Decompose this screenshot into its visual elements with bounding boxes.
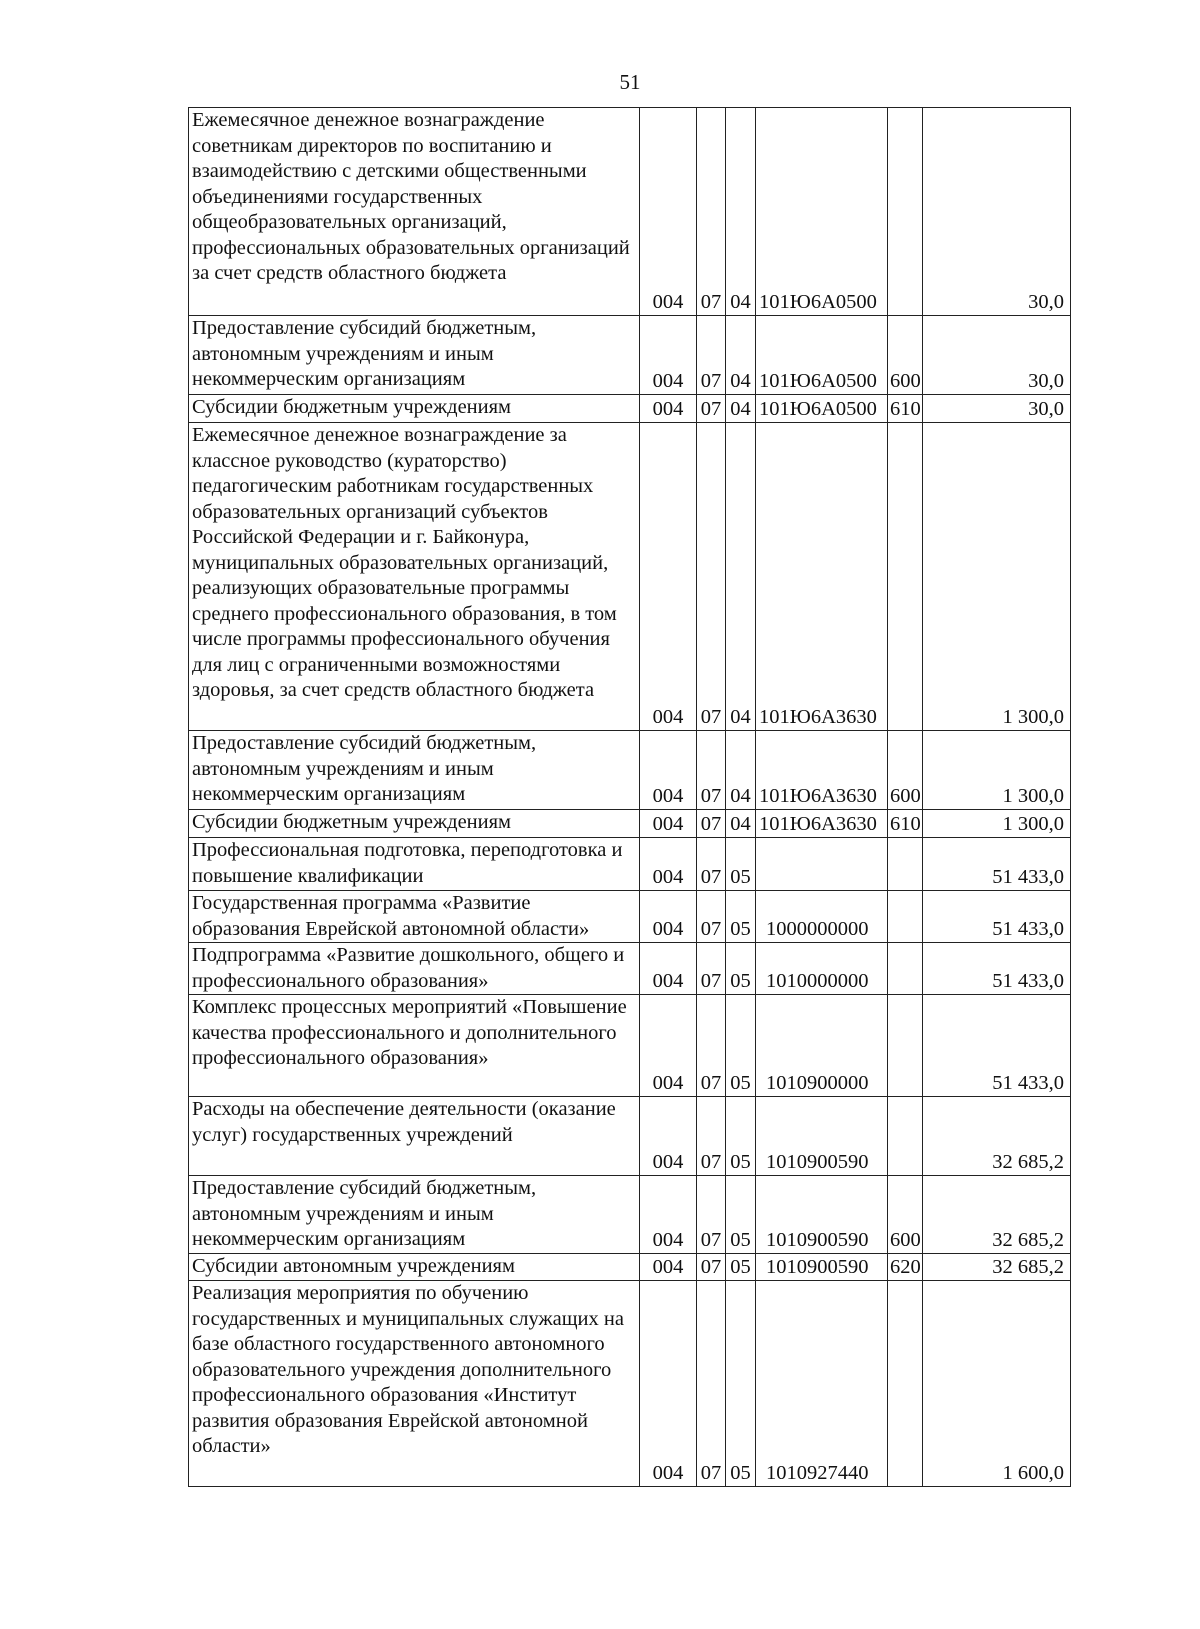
table-row — [189, 1176, 1071, 1254]
grbs-code: 004 — [640, 1176, 697, 1254]
budget-table — [188, 107, 1071, 1487]
row-name: Предоставление субсидий бюджетным, автономным учреждениям и иным некоммерческим организациям — [189, 731, 640, 810]
amount: 32 685,2 — [923, 1176, 1071, 1254]
row-name: Государственная программа «Развитие образования Еврейской автономной области» — [189, 891, 640, 943]
table-row — [189, 316, 1071, 395]
subsection-code: 05 — [726, 943, 756, 995]
row-name: Предоставление субсидий бюджетным, автономным учреждениям и иным некоммерческим организациям — [189, 316, 640, 395]
target-article-code: 101Ю6А0500 — [756, 395, 888, 423]
grbs-code: 004 — [640, 731, 697, 810]
table-row — [189, 395, 1071, 423]
amount: 30,0 — [923, 395, 1071, 423]
target-article-code: 101Ю6А3630 — [756, 423, 888, 731]
row-name: Расходы на обеспечение деятельности (оказание услуг) государственных учреждений — [189, 1097, 640, 1176]
subsection-code: 05 — [726, 1097, 756, 1176]
grbs-code: 004 — [640, 943, 697, 995]
row-name: Ежемесячное денежное вознаграждение советникам директоров по воспитанию и взаимодействию с детскими общественными объединениями государственных общеобразовательных организаций, профессиональных образовательных организаций за счет средств областного бюджета — [189, 108, 640, 316]
grbs-code: 004 — [640, 1254, 697, 1281]
amount: 32 685,2 — [923, 1254, 1071, 1281]
table-row — [189, 943, 1071, 995]
section-code: 07 — [697, 995, 726, 1097]
expense-type-code — [888, 995, 923, 1097]
section-code: 07 — [697, 395, 726, 423]
expense-type-code — [888, 423, 923, 731]
subsection-code: 04 — [726, 423, 756, 731]
row-name: Комплекс процессных мероприятий «Повышение качества профессионального и дополнительного профессионального образования» — [189, 995, 640, 1097]
amount: 51 433,0 — [923, 995, 1071, 1097]
section-code: 07 — [697, 838, 726, 891]
amount: 51 433,0 — [923, 891, 1071, 943]
grbs-code: 004 — [640, 995, 697, 1097]
section-code: 07 — [697, 1254, 726, 1281]
subsection-code: 04 — [726, 316, 756, 395]
row-name: Субсидии автономным учреждениям — [189, 1254, 640, 1281]
section-code: 07 — [697, 1176, 726, 1254]
table-row — [189, 810, 1071, 838]
amount: 30,0 — [923, 316, 1071, 395]
target-article-code: 1010900590 — [756, 1254, 888, 1281]
row-name: Ежемесячное денежное вознаграждение за классное руководство (кураторство) педагогическим работникам государственных образовательных организаций субъектов Российской Федерации и г. Байконура, муниципальных образовательных организаций, реализующих образовательные программы среднего профессионального образования, в том числе программы профессионального обучения для лиц с ограниченными возможностями здоровья, за счет средств областного бюджета — [189, 423, 640, 731]
table-row — [189, 731, 1071, 810]
table-row — [189, 1254, 1071, 1281]
subsection-code: 05 — [726, 1254, 756, 1281]
grbs-code: 004 — [640, 423, 697, 731]
subsection-code: 04 — [726, 108, 756, 316]
grbs-code: 004 — [640, 810, 697, 838]
section-code: 07 — [697, 1097, 726, 1176]
section-code: 07 — [697, 810, 726, 838]
row-name: Профессиональная подготовка, переподготовка и повышение квалификации — [189, 838, 640, 891]
table-row — [189, 891, 1071, 943]
subsection-code: 05 — [726, 891, 756, 943]
section-code: 07 — [697, 731, 726, 810]
row-name: Предоставление субсидий бюджетным, автономным учреждениям и иным некоммерческим организациям — [189, 1176, 640, 1254]
section-code: 07 — [697, 316, 726, 395]
target-article-code — [756, 838, 888, 891]
subsection-code: 05 — [726, 1281, 756, 1487]
subsection-code: 05 — [726, 1176, 756, 1254]
section-code: 07 — [697, 1281, 726, 1487]
table-row — [189, 423, 1071, 731]
amount: 1 600,0 — [923, 1281, 1071, 1487]
section-code: 07 — [697, 108, 726, 316]
target-article-code: 1010927440 — [756, 1281, 888, 1487]
expense-type-code: 610 — [888, 810, 923, 838]
amount: 1 300,0 — [923, 731, 1071, 810]
expense-type-code — [888, 838, 923, 891]
grbs-code: 004 — [640, 1281, 697, 1487]
table-row — [189, 1281, 1071, 1487]
target-article-code: 1010900000 — [756, 995, 888, 1097]
target-article-code: 101Ю6А3630 — [756, 731, 888, 810]
grbs-code: 004 — [640, 108, 697, 316]
target-article-code: 1010900590 — [756, 1176, 888, 1254]
amount: 1 300,0 — [923, 423, 1071, 731]
expense-type-code: 610 — [888, 395, 923, 423]
target-article-code: 101Ю6А0500 — [756, 108, 888, 316]
target-article-code: 101Ю6А3630 — [756, 810, 888, 838]
expense-type-code — [888, 1281, 923, 1487]
expense-type-code: 620 — [888, 1254, 923, 1281]
expense-type-code — [888, 943, 923, 995]
subsection-code: 04 — [726, 731, 756, 810]
target-article-code: 1010900590 — [756, 1097, 888, 1176]
subsection-code: 05 — [726, 995, 756, 1097]
expense-type-code — [888, 891, 923, 943]
amount: 51 433,0 — [923, 943, 1071, 995]
amount: 30,0 — [923, 108, 1071, 316]
subsection-code: 05 — [726, 838, 756, 891]
grbs-code: 004 — [640, 316, 697, 395]
amount: 1 300,0 — [923, 810, 1071, 838]
expense-type-code: 600 — [888, 1176, 923, 1254]
subsection-code: 04 — [726, 395, 756, 423]
expense-type-code: 600 — [888, 731, 923, 810]
section-code: 07 — [697, 891, 726, 943]
subsection-code: 04 — [726, 810, 756, 838]
section-code: 07 — [697, 943, 726, 995]
row-name: Субсидии бюджетным учреждениям — [189, 395, 640, 423]
target-article-code: 101Ю6А0500 — [756, 316, 888, 395]
table-row — [189, 1097, 1071, 1176]
row-name: Субсидии бюджетным учреждениям — [189, 810, 640, 838]
table-row — [189, 995, 1071, 1097]
section-code: 07 — [697, 423, 726, 731]
grbs-code: 004 — [640, 838, 697, 891]
row-name: Реализация мероприятия по обучению государственных и муниципальных служащих на базе областного государственного автономного образовательного учреждения дополнительного профессионального образования «Институт развития образования Еврейской автономной области» — [189, 1281, 640, 1487]
table-row — [189, 838, 1071, 891]
target-article-code: 1010000000 — [756, 943, 888, 995]
page-number: 51 — [619, 70, 641, 94]
row-name: Подпрограмма «Развитие дошкольного, общего и профессионального образования» — [189, 943, 640, 995]
amount: 51 433,0 — [923, 838, 1071, 891]
expense-type-code — [888, 1097, 923, 1176]
grbs-code: 004 — [640, 395, 697, 423]
grbs-code: 004 — [640, 891, 697, 943]
expense-type-code — [888, 108, 923, 316]
target-article-code: 1000000000 — [756, 891, 888, 943]
amount: 32 685,2 — [923, 1097, 1071, 1176]
expense-type-code: 600 — [888, 316, 923, 395]
grbs-code: 004 — [640, 1097, 697, 1176]
table-row — [189, 108, 1071, 316]
